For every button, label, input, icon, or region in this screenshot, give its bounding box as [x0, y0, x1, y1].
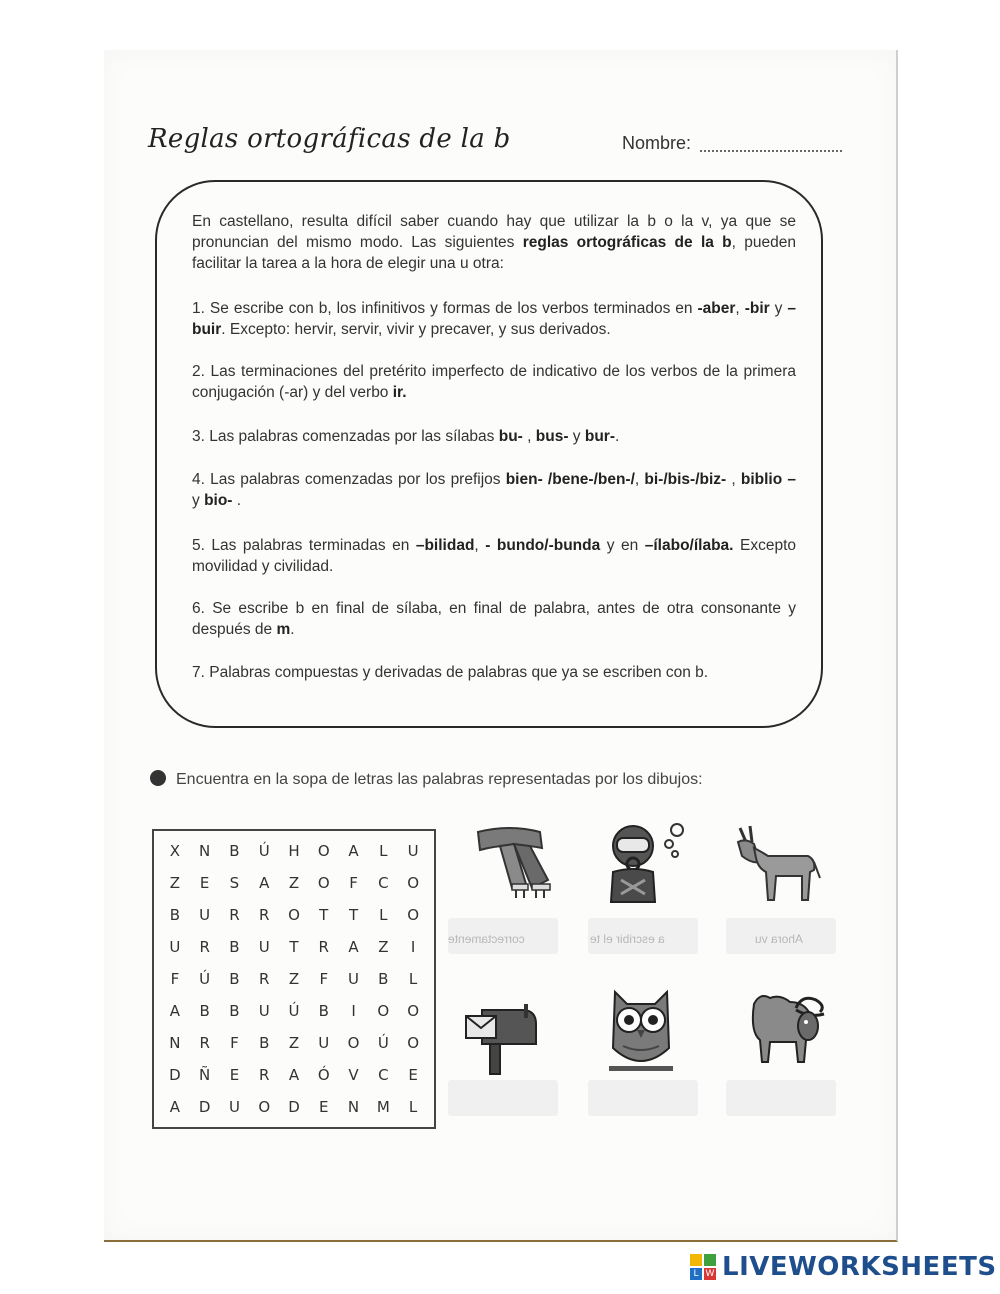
rule-text: , pueden facilitar la tarea a la hora de elegir una u otra:	[192, 234, 796, 272]
grid-letter[interactable]: T	[348, 906, 359, 924]
grid-letter[interactable]: Ú	[199, 970, 211, 988]
grid-letter[interactable]: H	[288, 842, 300, 860]
grid-letter[interactable]: T	[289, 938, 299, 956]
grid-letter[interactable]: R	[229, 906, 240, 924]
grid-letter[interactable]: F	[349, 874, 358, 892]
grid-letter[interactable]: C	[378, 874, 389, 892]
rule-keyword: bur-	[584, 428, 615, 445]
grid-letter[interactable]: U	[228, 1098, 240, 1116]
rule-keyword: -aber	[697, 300, 736, 317]
logo-letter: L	[693, 1269, 699, 1279]
grid-letter[interactable]: E	[229, 1066, 240, 1084]
grid-letter[interactable]: R	[318, 938, 329, 956]
grid-letter[interactable]: Z	[169, 874, 181, 892]
rule-text: En castellano, resulta difícil saber cuando hay que utilizar la b o la v, ya que se pronuncian del mismo modo. Las siguientes	[192, 213, 796, 251]
diver-icon	[603, 822, 693, 904]
grid-letter[interactable]: D	[288, 1098, 300, 1116]
grid-letter[interactable]: O	[317, 874, 330, 892]
ghost-text: Ahora vu	[755, 932, 804, 946]
donkey-icon	[732, 822, 822, 902]
rule-text: ,	[474, 537, 486, 554]
rule-text: 3. Las palabras comenzadas por las sílabas	[192, 428, 499, 445]
rules-intro	[192, 211, 796, 274]
grid-letter[interactable]: Ó	[317, 1066, 330, 1084]
grid-letter[interactable]: U	[258, 938, 270, 956]
grid-letter[interactable]: B	[229, 842, 240, 860]
rule-text: y	[568, 428, 585, 445]
grid-letter[interactable]: O	[258, 1098, 271, 1116]
grid-letter[interactable]: O	[377, 1002, 390, 1020]
ghost-text: a escribir el te	[590, 932, 665, 946]
exercise-instruction: Encuentra en la sopa de letras las palabras representadas por los dibujos:	[150, 770, 703, 789]
grid-letter[interactable]: A	[288, 1066, 300, 1084]
grid-letter[interactable]: Ú	[288, 1002, 300, 1020]
grid-letter[interactable]: L	[379, 842, 388, 860]
rule-text: y en	[600, 537, 645, 554]
grid-letter[interactable]: E	[199, 874, 210, 892]
grid-letter[interactable]: A	[169, 1098, 181, 1116]
grid-letter[interactable]: Ú	[258, 842, 270, 860]
rule-6	[192, 598, 796, 640]
grid-letter[interactable]: U	[348, 970, 360, 988]
grid-letter[interactable]: V	[348, 1066, 359, 1084]
grid-letter[interactable]: D	[198, 1098, 211, 1116]
grid-letter[interactable]: B	[259, 1034, 270, 1052]
grid-letter[interactable]: M	[376, 1098, 390, 1116]
grid-letter[interactable]: R	[199, 1034, 210, 1052]
grid-letter[interactable]: E	[319, 1098, 329, 1116]
rule-text: ,	[735, 300, 745, 317]
rule-text: 6. Se escribe b en final de sílaba, en final de palabra, antes de otra consonante y después de	[192, 600, 796, 638]
grid-letter[interactable]: I	[410, 938, 416, 956]
grid-letter[interactable]: R	[259, 970, 270, 988]
grid-letter[interactable]: F	[230, 1034, 239, 1052]
grid-letter[interactable]: O	[407, 874, 420, 892]
rule-text: .	[232, 492, 242, 509]
grid-letter[interactable]: O	[407, 1002, 420, 1020]
grid-letter[interactable]: A	[348, 938, 359, 956]
rule-keyword: reglas ortográficas de la b	[522, 234, 732, 251]
grid-letter[interactable]: Z	[288, 1034, 300, 1052]
grid-letter[interactable]: U	[258, 1002, 270, 1020]
footer-brand	[690, 1252, 997, 1282]
word-search-grid	[152, 829, 436, 1129]
rule-keyword: bus-	[535, 428, 569, 445]
grid-letter[interactable]: O	[407, 1034, 420, 1052]
rule-keyword: -bir	[744, 300, 770, 317]
grid-letter[interactable]: O	[407, 906, 420, 924]
rule-text: y	[192, 492, 205, 509]
rule-keyword: biblio –	[740, 471, 796, 488]
ghost-text: correctamente	[448, 932, 525, 946]
grid-letter[interactable]: N	[199, 842, 211, 860]
grid-letter[interactable]: Ñ	[199, 1066, 211, 1084]
rule-text: 5. Las palabras terminadas en	[192, 537, 416, 554]
rule-keyword: –bilidad	[415, 537, 475, 554]
mailbox-icon	[462, 1000, 542, 1076]
brand-name: LIVEWORKSHEETS	[722, 1252, 997, 1282]
answer-field-4[interactable]	[448, 1080, 558, 1116]
rule-keyword: - bundo/-bunda	[485, 537, 601, 554]
grid-letter[interactable]: R	[259, 1066, 270, 1084]
rule-keyword: ir.	[392, 384, 407, 401]
grid-letter[interactable]: B	[229, 1002, 240, 1020]
rule-text: ,	[726, 471, 741, 488]
liveworksheets-logo-icon	[690, 1254, 716, 1280]
rule-5	[192, 535, 796, 577]
rule-text: 4. Las palabras comenzadas por los prefijos	[192, 471, 506, 488]
grid-letter[interactable]: S	[229, 874, 240, 892]
grid-letter[interactable]: C	[378, 1066, 389, 1084]
grid-letter[interactable]: B	[229, 970, 240, 988]
rule-4	[192, 469, 796, 511]
grid-letter[interactable]: A	[348, 842, 359, 860]
grid-letter[interactable]: N	[169, 1034, 181, 1052]
rule-keyword: m	[276, 621, 291, 638]
grid-letter[interactable]: O	[288, 906, 300, 924]
rule-keyword: bien- /bene-/ben-/	[505, 471, 635, 488]
grid-letter[interactable]: Z	[378, 938, 389, 956]
grid-letter[interactable]: I	[351, 1002, 356, 1020]
grid-letter[interactable]: B	[318, 1002, 329, 1020]
rule-2	[192, 361, 796, 403]
grid-letter[interactable]: N	[347, 1098, 360, 1116]
grid-letter[interactable]: O	[347, 1034, 360, 1052]
scarf-icon	[470, 822, 555, 902]
grid-letter[interactable]: Ú	[377, 1034, 389, 1052]
rule-keyword: bu-	[498, 428, 523, 445]
grid-letter[interactable]: U	[169, 938, 181, 956]
grid-letter[interactable]: E	[408, 1066, 418, 1084]
grid-letter[interactable]: L	[408, 1098, 418, 1116]
rule-1	[192, 298, 796, 340]
rule-keyword: –ílabo/ílaba.	[644, 537, 734, 554]
grid-letter[interactable]: U	[407, 842, 419, 860]
owl-icon	[605, 988, 677, 1076]
rule-text: 7. Palabras compuestas y derivadas de palabras que ya se escriben con b.	[192, 664, 709, 681]
rule-text: Excepto movilidad y civilidad.	[192, 537, 796, 575]
rule-text: 2. Las terminaciones del pretérito imperfecto de indicativo de los verbos de la primera conjugación (-ar) y del verbo	[192, 363, 796, 401]
grid-letter[interactable]: L	[408, 970, 418, 988]
rule-keyword: – buir	[192, 300, 796, 338]
rule-text: .	[290, 621, 295, 638]
answer-field-5[interactable]	[588, 1080, 698, 1116]
grid-letter[interactable]: F	[170, 970, 180, 988]
buffalo-icon	[740, 988, 830, 1068]
grid-letter[interactable]: O	[317, 842, 330, 860]
grid-letter[interactable]: U	[199, 906, 211, 924]
rule-3	[192, 426, 796, 447]
bullet-icon	[150, 770, 166, 786]
grid-letter[interactable]: Z	[288, 970, 300, 988]
rule-text: 1. Se escribe con b, los infinitivos y formas de los verbos terminados en	[192, 300, 698, 317]
grid-letter[interactable]: T	[319, 906, 329, 924]
grid-letter[interactable]: F	[319, 970, 329, 988]
rule-text: ,	[522, 428, 536, 445]
rule-keyword: bio-	[204, 492, 233, 509]
answer-field-6[interactable]	[726, 1080, 836, 1116]
grid-letter[interactable]: Z	[288, 874, 300, 892]
grid-letter[interactable]: L	[379, 906, 388, 924]
grid-letter[interactable]: R	[259, 906, 270, 924]
rule-text: y	[769, 300, 788, 317]
name-input-line	[700, 150, 842, 152]
rule-7	[192, 662, 796, 683]
grid-letter[interactable]: R	[199, 938, 210, 956]
grid-letter[interactable]: B	[169, 906, 181, 924]
name-label: Nombre:	[622, 133, 692, 153]
grid-letter[interactable]: B	[229, 938, 240, 956]
grid-letter[interactable]: A	[169, 1002, 181, 1020]
rule-text: . Excepto: hervir, servir, vivir y precaver, y sus derivados.	[221, 321, 611, 338]
rule-text: ,	[634, 471, 645, 488]
grid-letter[interactable]: U	[318, 1034, 330, 1052]
grid-letter[interactable]: B	[378, 970, 389, 988]
logo-letter: W	[705, 1269, 715, 1279]
grid-letter[interactable]: B	[199, 1002, 210, 1020]
grid-letter[interactable]: A	[259, 874, 270, 892]
rule-text: .	[615, 428, 620, 445]
rule-keyword: bi-/bis-/biz-	[644, 471, 727, 488]
grid-letter[interactable]: X	[169, 842, 181, 860]
page-title: Reglas ortográficas de la b	[148, 124, 511, 154]
grid-letter[interactable]: D	[169, 1066, 181, 1084]
